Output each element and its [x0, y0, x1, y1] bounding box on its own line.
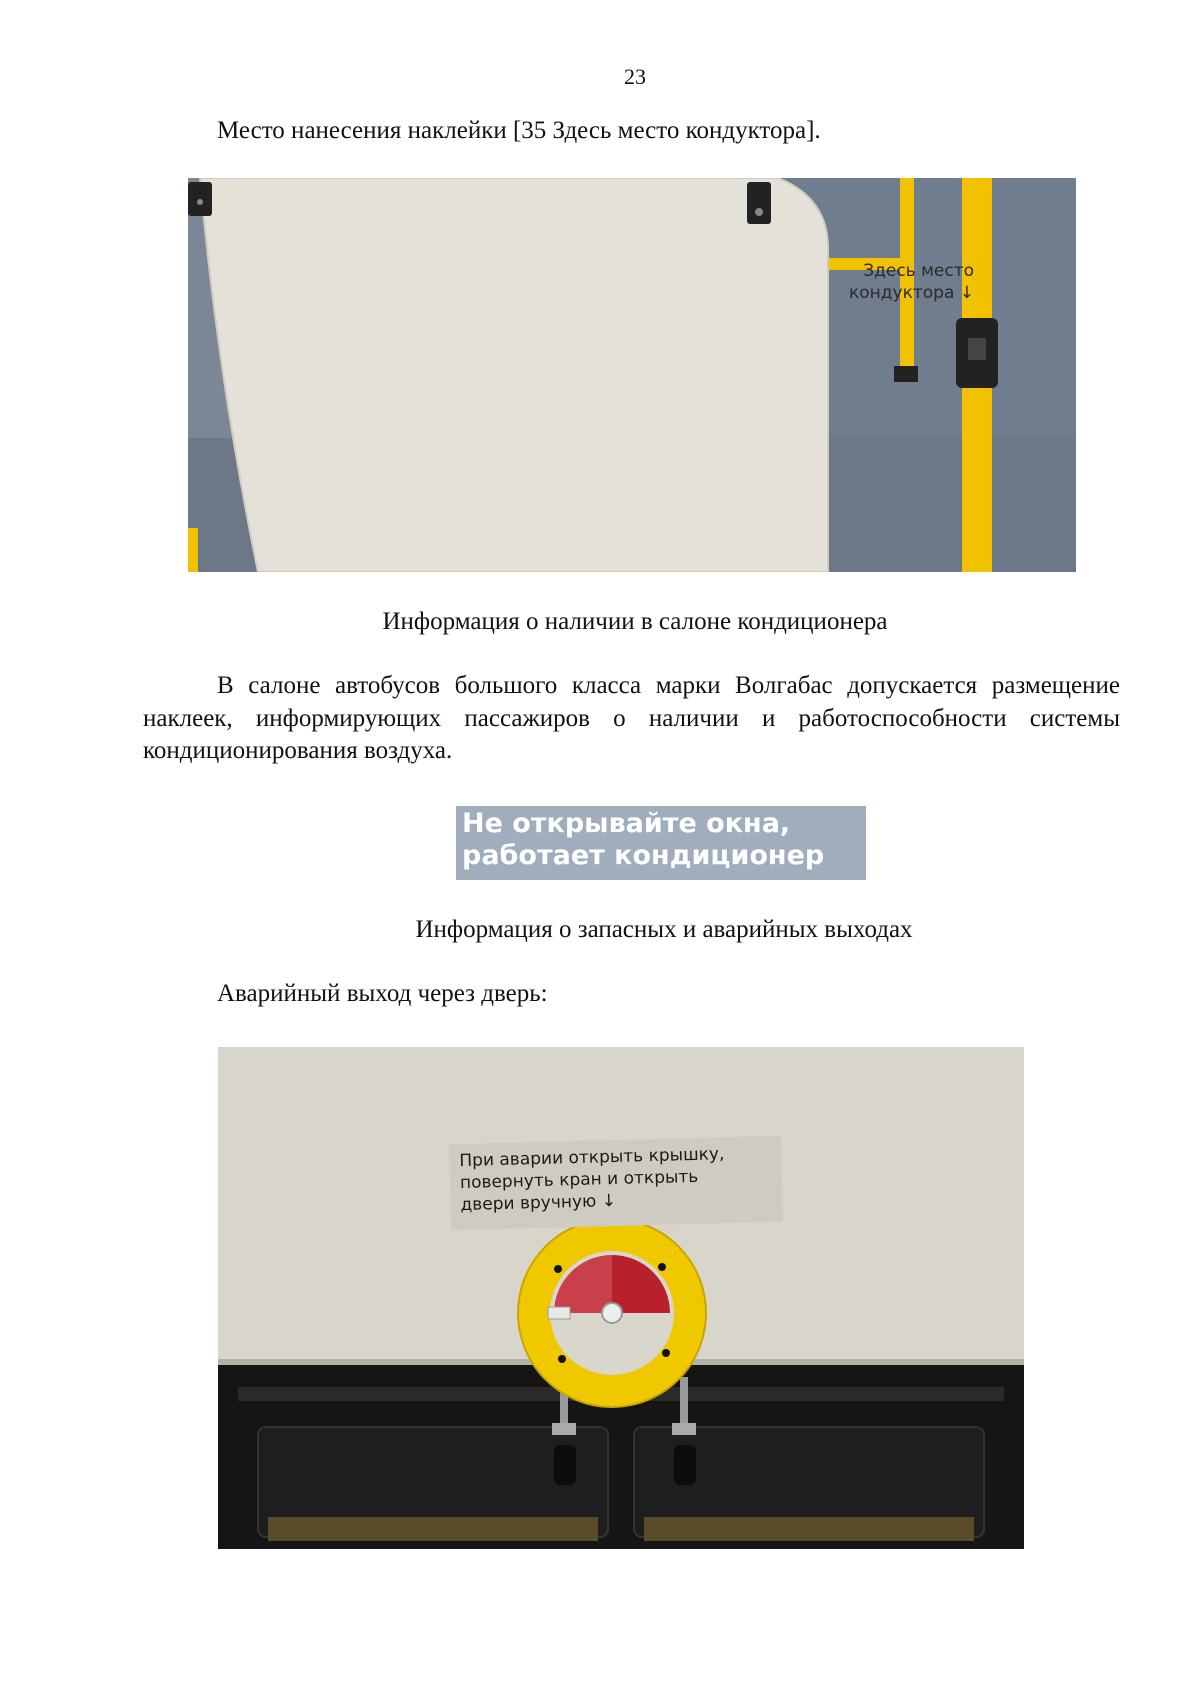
emergency-sticker-line-3: двери вручную ↓	[460, 1191, 617, 1216]
conductor-place-sign	[849, 260, 974, 304]
photo-emergency-valve	[218, 1047, 1024, 1549]
conductor-sign-line-1: Здесь место	[863, 261, 975, 281]
ac-sticker-line-2: работает кондиционер	[462, 840, 825, 871]
heading-emergency-exits: Информация о запасных и аварийных выходах	[415, 916, 913, 943]
page-number: 23	[624, 64, 646, 89]
emergency-instruction-sticker	[449, 1136, 783, 1231]
photo-conductor-panel	[188, 178, 1076, 572]
emergency-sticker-line-2: повернуть кран и открыть	[459, 1166, 699, 1194]
caption-conductor-sticker: Место нанесения наклейки [35 Здесь место кондуктора].	[217, 117, 821, 144]
paragraph-air-conditioner: В салоне автобусов большого класса марки Волгабас допускается размещение наклеек, информирующих пассажиров о наличии и работоспособности системы кондиционирования воздуха.	[143, 672, 1120, 764]
ac-sticker	[456, 806, 866, 880]
conductor-panel-illustration	[188, 178, 1076, 572]
caption-door-emergency-exit: Аварийный выход через дверь:	[217, 980, 548, 1007]
emergency-valve-illustration	[218, 1047, 1024, 1549]
conductor-sign-line-2: кондуктора ↓	[849, 283, 975, 303]
heading-air-conditioner: Информация о наличии в салоне кондиционера	[382, 608, 888, 635]
ac-sticker-line-1: Не открывайте окна,	[462, 808, 791, 839]
emergency-sticker-line-1: При аварии открыть крышку,	[459, 1144, 725, 1172]
